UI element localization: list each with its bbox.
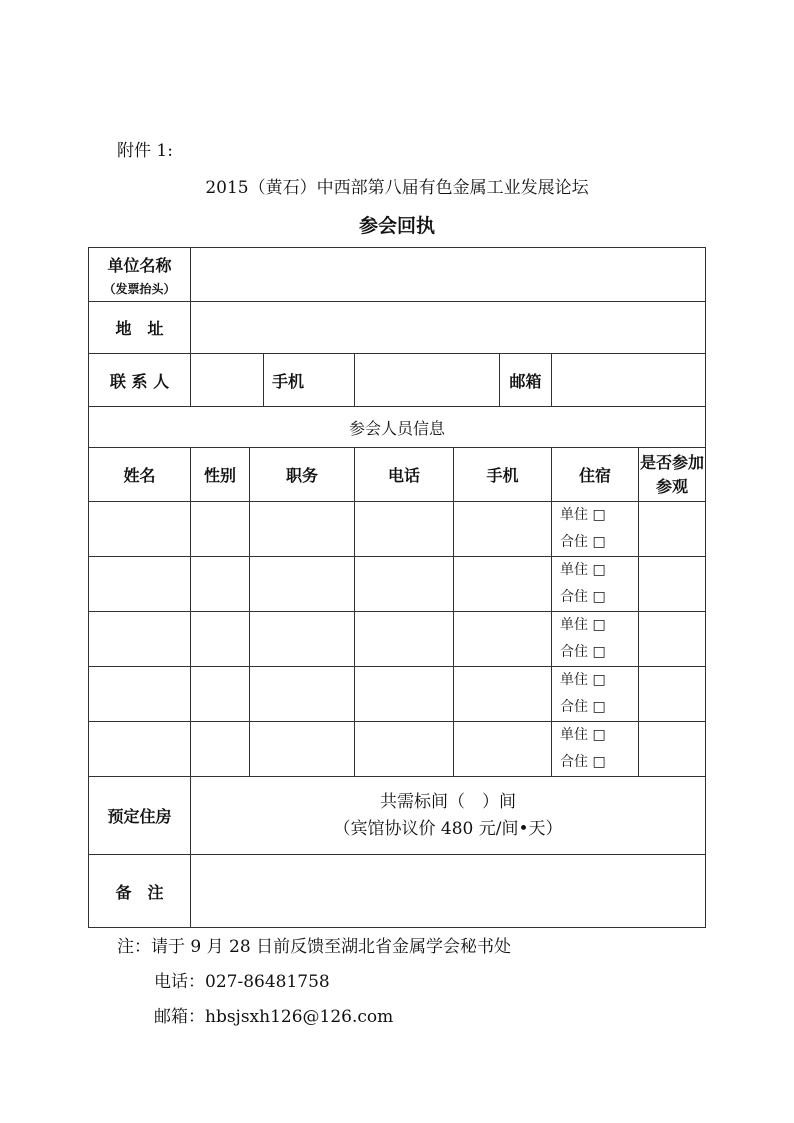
attendee-phone-cell[interactable]	[355, 557, 454, 612]
table-row	[89, 667, 706, 722]
lodging-single-checkbox[interactable]: 单住 □	[560, 507, 606, 523]
booking-rate-note: （宾馆协议价 480 元/间•天）	[333, 818, 563, 839]
lodging-shared-checkbox[interactable]: 合住 □	[560, 754, 606, 770]
contact-field[interactable]	[191, 354, 264, 407]
lodging-single-checkbox[interactable]: 单住 □	[560, 727, 606, 743]
attendee-gender-cell[interactable]	[191, 722, 250, 777]
attendee-section-header: 参会人员信息	[89, 407, 706, 448]
attendee-title-cell[interactable]	[250, 612, 355, 667]
attendee-phone-cell[interactable]	[355, 502, 454, 557]
remarks-field[interactable]	[191, 855, 706, 928]
attendee-name-cell[interactable]	[89, 722, 191, 777]
booking-field[interactable]	[191, 777, 706, 855]
lodging-single-checkbox[interactable]: 单住 □	[560, 562, 606, 578]
attendee-tour-cell[interactable]	[639, 667, 706, 722]
lodging-options[interactable]	[552, 667, 639, 722]
remarks-label: 备 注	[89, 855, 191, 928]
attendee-title-cell[interactable]	[250, 502, 355, 557]
col-gender: 性别	[191, 448, 250, 502]
email-field[interactable]	[552, 354, 706, 407]
attendee-mobile-cell[interactable]	[454, 557, 552, 612]
col-name: 姓名	[89, 448, 191, 502]
lodging-single-checkbox[interactable]: 单住 □	[560, 617, 606, 633]
address-field[interactable]	[191, 302, 706, 354]
attendee-name-cell[interactable]	[89, 667, 191, 722]
attendee-name-cell[interactable]	[89, 557, 191, 612]
col-mobile: 手机	[454, 448, 552, 502]
lodging-options[interactable]	[552, 612, 639, 667]
mobile-label: 手机	[264, 354, 355, 407]
attendee-tour-cell[interactable]	[639, 557, 706, 612]
lodging-options[interactable]	[552, 557, 639, 612]
table-row	[89, 612, 706, 667]
attendee-gender-cell[interactable]	[191, 612, 250, 667]
attendee-tour-cell[interactable]	[639, 502, 706, 557]
attendee-title-cell[interactable]	[250, 722, 355, 777]
attachment-label: 附件 1:	[117, 141, 173, 161]
mobile-field[interactable]	[355, 354, 500, 407]
attendee-gender-cell[interactable]	[191, 667, 250, 722]
unit-name-label: 单位名称 （发票抬头）	[89, 248, 191, 302]
attendee-title-cell[interactable]	[250, 557, 355, 612]
lodging-single-checkbox[interactable]: 单住 □	[560, 672, 606, 688]
attendee-title-cell[interactable]	[250, 667, 355, 722]
attendee-gender-cell[interactable]	[191, 502, 250, 557]
table-row	[89, 502, 706, 557]
col-phone: 电话	[355, 448, 454, 502]
attendee-mobile-cell[interactable]	[454, 612, 552, 667]
address-label: 地 址	[89, 302, 191, 354]
form-subtitle: 参会回执	[358, 215, 435, 237]
table-row	[89, 557, 706, 612]
attendee-phone-cell[interactable]	[355, 612, 454, 667]
attendee-phone-cell[interactable]	[355, 722, 454, 777]
document-title: 2015（黄石）中西部第八届有色金属工业发展论坛	[205, 178, 589, 198]
booking-room-count: 共需标间（ ）间	[380, 791, 516, 812]
lodging-shared-checkbox[interactable]: 合住 □	[560, 534, 606, 550]
contact-label: 联 系 人	[89, 354, 191, 407]
unit-name-field[interactable]	[191, 248, 706, 302]
col-tour: 是否参加参观	[639, 448, 706, 502]
attendee-mobile-cell[interactable]	[454, 722, 552, 777]
attendee-mobile-cell[interactable]	[454, 667, 552, 722]
lodging-shared-checkbox[interactable]: 合住 □	[560, 589, 606, 605]
attendee-mobile-cell[interactable]	[454, 502, 552, 557]
lodging-shared-checkbox[interactable]: 合住 □	[560, 644, 606, 660]
lodging-shared-checkbox[interactable]: 合住 □	[560, 699, 606, 715]
footer-note: 注：请于 9 月 28 日前反馈至湖北省金属学会秘书处	[117, 937, 512, 957]
registration-form	[88, 247, 706, 928]
col-lodging: 住宿	[552, 448, 639, 502]
attendee-gender-cell[interactable]	[191, 557, 250, 612]
lodging-options[interactable]	[552, 502, 639, 557]
attendee-tour-cell[interactable]	[639, 722, 706, 777]
table-row	[89, 722, 706, 777]
attendee-tour-cell[interactable]	[639, 612, 706, 667]
lodging-options[interactable]	[552, 722, 639, 777]
attendee-name-cell[interactable]	[89, 502, 191, 557]
col-title: 职务	[250, 448, 355, 502]
email-label: 邮箱	[500, 354, 552, 407]
attendee-name-cell[interactable]	[89, 612, 191, 667]
booking-label: 预定住房	[89, 777, 191, 855]
attendee-phone-cell[interactable]	[355, 667, 454, 722]
footer-phone: 电话：027-86481758	[154, 972, 330, 992]
footer-email: 邮箱：hbsjsxh126@126.com	[154, 1007, 394, 1027]
